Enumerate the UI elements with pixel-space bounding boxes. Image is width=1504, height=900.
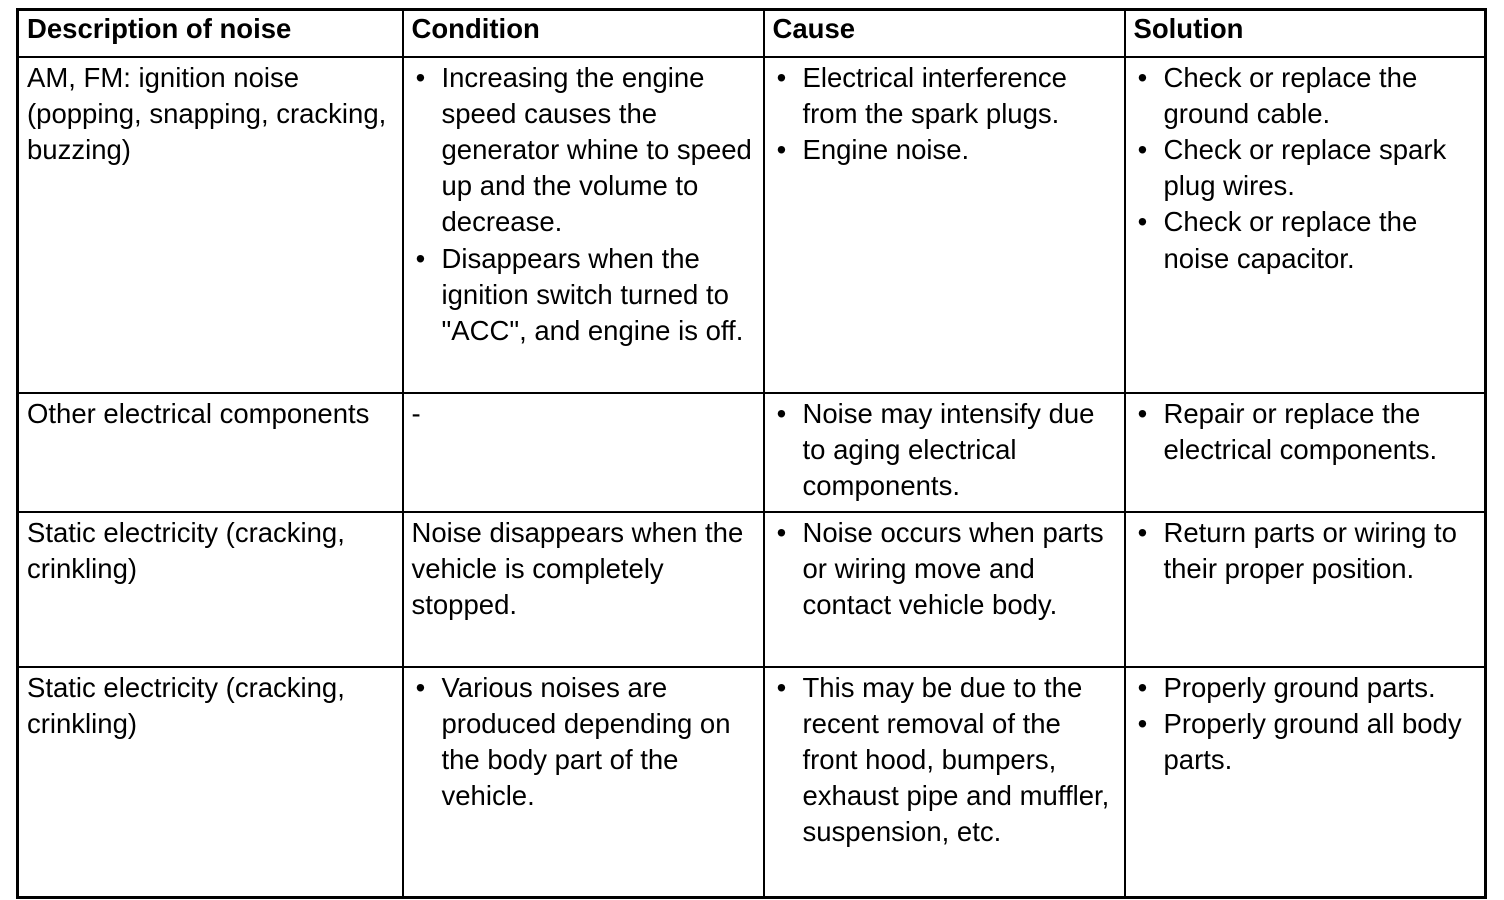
solution-list [1134, 670, 1477, 779]
solution-list [1134, 396, 1477, 468]
table-row [18, 667, 1486, 898]
cause-list [773, 515, 1116, 624]
header-cause: Cause [764, 10, 1125, 57]
list-item: • Repair or replace the electrical components. [1164, 396, 1477, 468]
solution-cell [1125, 57, 1486, 393]
table-row [18, 393, 1486, 512]
condition-cell [403, 57, 764, 393]
list-item: • Check or replace the noise capacitor. [1164, 204, 1477, 276]
list-item: • Various noises are produced depending on the body part of the vehicle. [442, 670, 755, 815]
table-header-row [18, 10, 1486, 57]
list-item: • Check or replace the ground cable. [1164, 60, 1477, 132]
header-solution: Solution [1125, 10, 1486, 57]
list-item: • Engine noise. [803, 132, 1116, 168]
condition-list [412, 60, 755, 350]
list-item: • Return parts or wiring to their proper position. [1164, 515, 1477, 587]
list-item: • Electrical interference from the spark plugs. [803, 60, 1116, 132]
cause-list [773, 396, 1116, 505]
table-row [18, 512, 1486, 667]
list-item: • Properly ground parts. [1164, 670, 1477, 706]
cause-list [773, 60, 1116, 169]
description-cell: AM, FM: ignition noise (popping, snapping, cracking, buzzing) [18, 57, 403, 393]
condition-cell: Noise disappears when the vehicle is completely stopped. [403, 512, 764, 667]
header-description: Description of noise [18, 10, 403, 57]
list-item: • Disappears when the ignition switch turned to "ACC", and engine is off. [442, 241, 755, 350]
condition-cell: - [403, 393, 764, 512]
condition-list [412, 670, 755, 815]
cause-cell [764, 393, 1125, 512]
table-row [18, 57, 1486, 393]
noise-troubleshooting-table [16, 8, 1487, 899]
cause-cell [764, 667, 1125, 898]
condition-cell [403, 667, 764, 898]
cause-cell [764, 57, 1125, 393]
list-item: • Check or replace spark plug wires. [1164, 132, 1477, 204]
description-cell: Other electrical components [18, 393, 403, 512]
solution-list [1134, 60, 1477, 277]
solution-cell [1125, 393, 1486, 512]
cause-list [773, 670, 1116, 851]
list-item: • Properly ground all body parts. [1164, 706, 1477, 778]
description-cell: Static electricity (cracking, crinkling) [18, 512, 403, 667]
description-cell: Static electricity (cracking, crinkling) [18, 667, 403, 898]
cause-cell [764, 512, 1125, 667]
list-item: • Increasing the engine speed causes the generator whine to speed up and the volume to decrease. [442, 60, 755, 241]
header-condition: Condition [403, 10, 764, 57]
list-item: • This may be due to the recent removal of the front hood, bumpers, exhaust pipe and muffler, suspension, etc. [803, 670, 1116, 851]
list-item: • Noise occurs when parts or wiring move and contact vehicle body. [803, 515, 1116, 624]
solution-cell [1125, 512, 1486, 667]
list-item: • Noise may intensify due to aging electrical components. [803, 396, 1116, 505]
solution-cell [1125, 667, 1486, 898]
solution-list [1134, 515, 1477, 587]
